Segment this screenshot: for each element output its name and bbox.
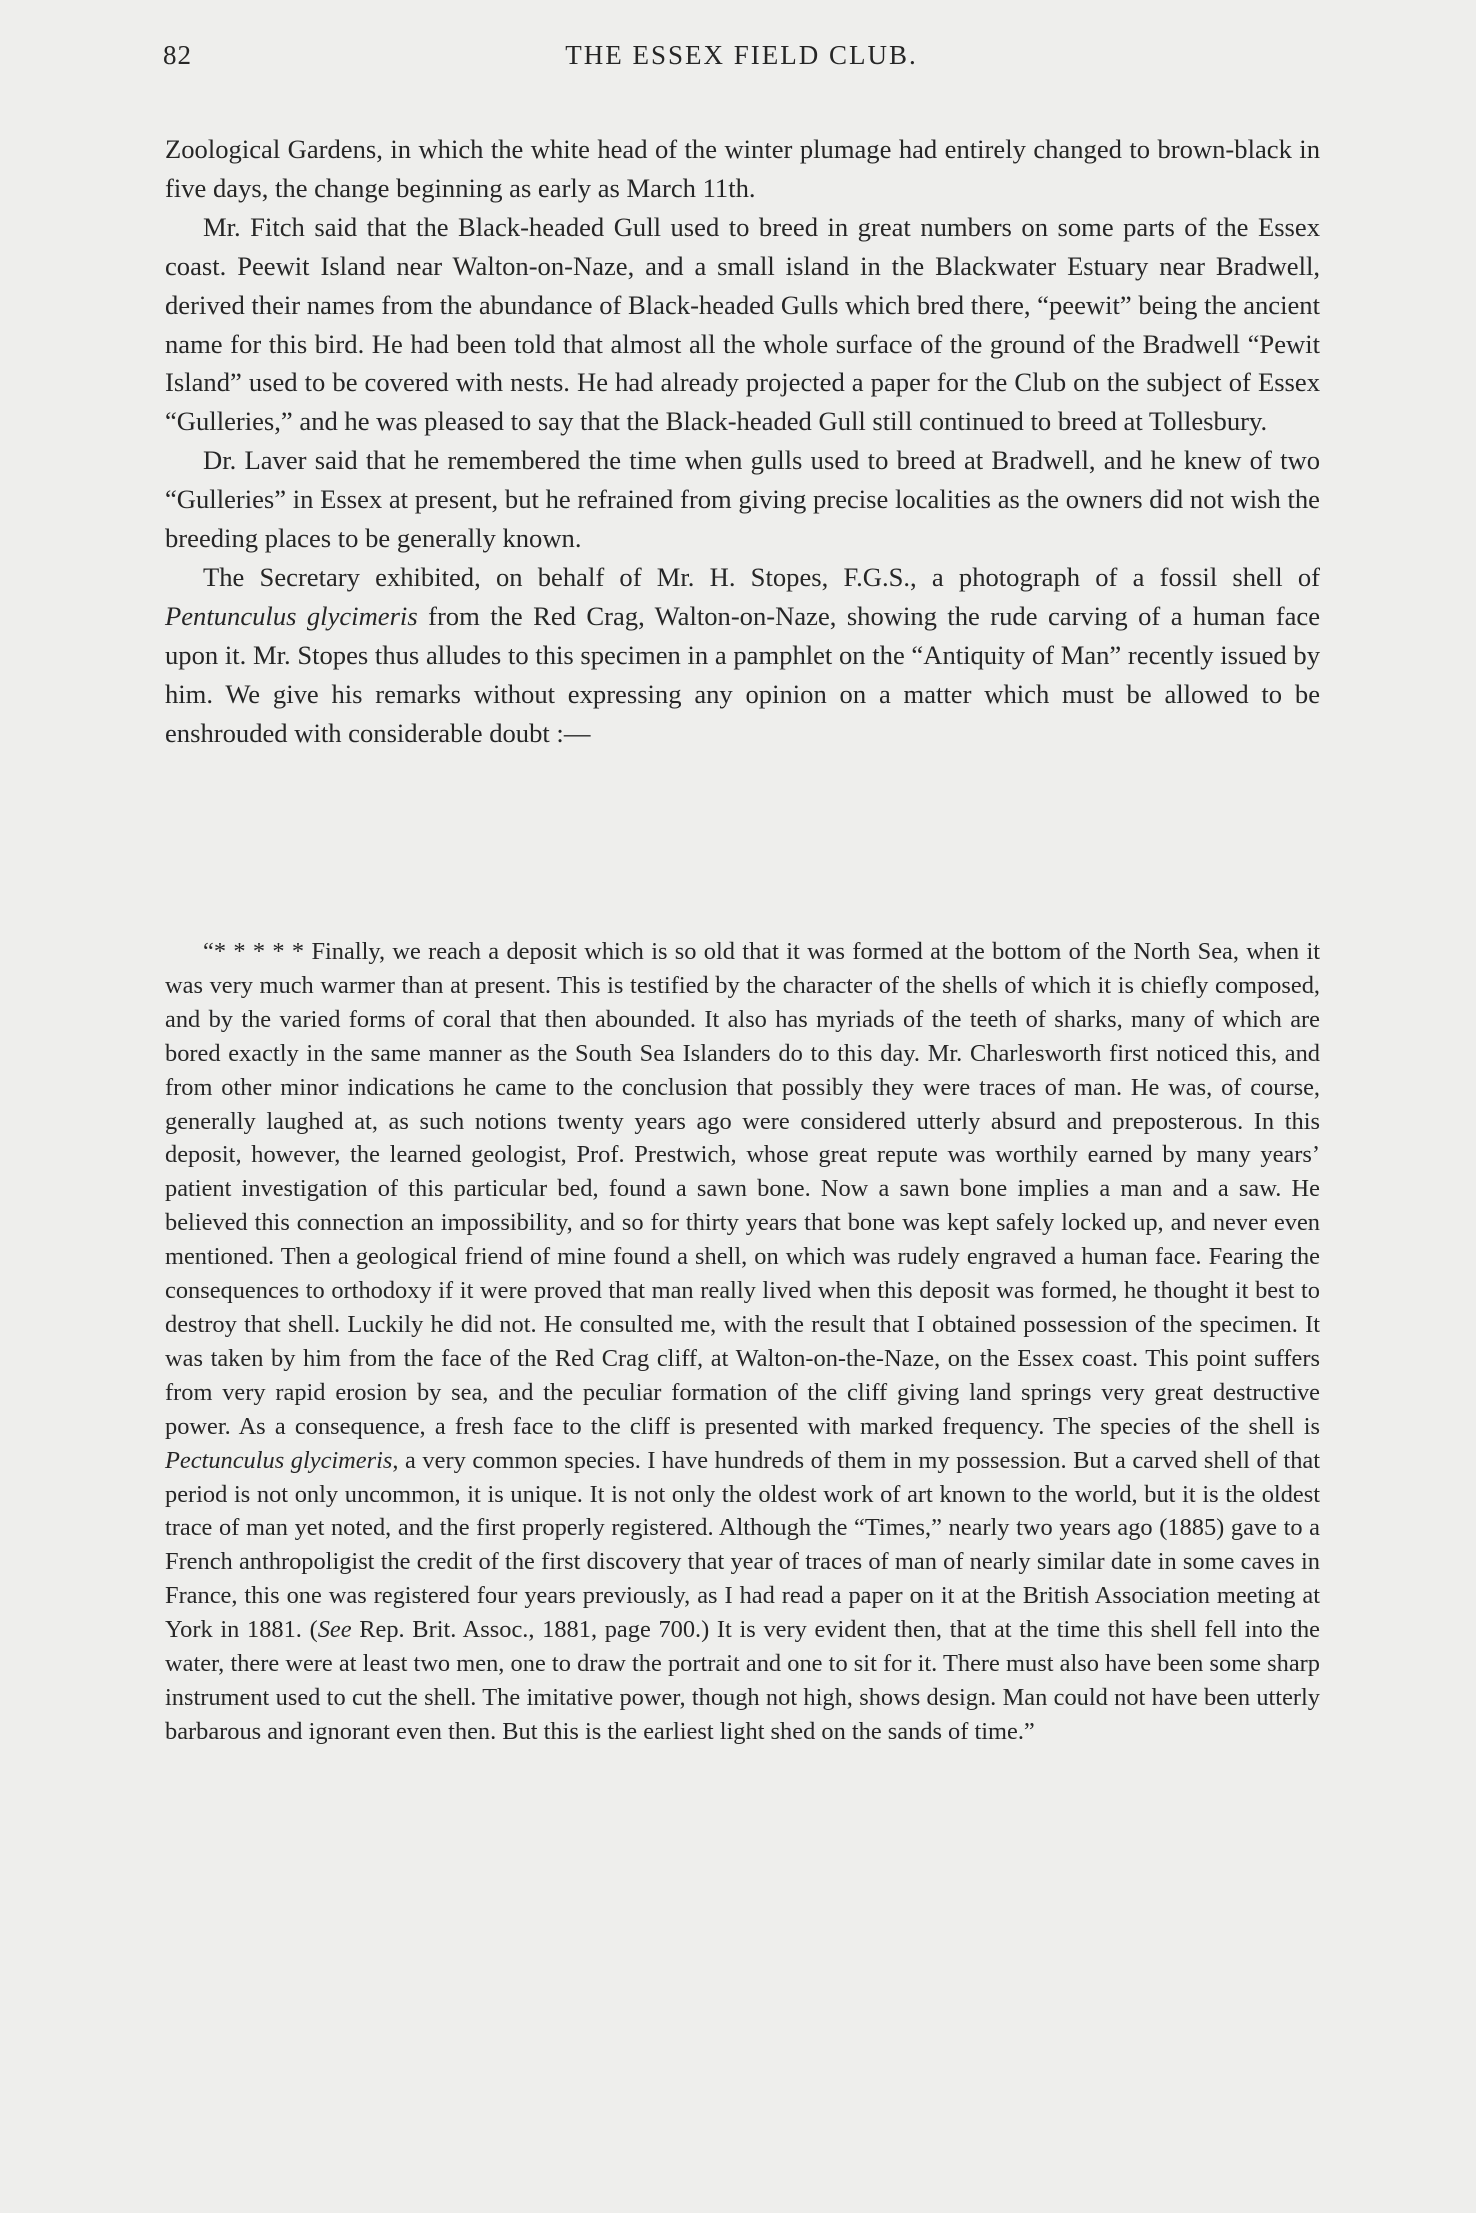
- paragraph-secretary-exhibited: [165, 558, 1320, 753]
- species-name-pentunculus: Pentunculus glycimeris: [165, 600, 418, 631]
- see-reference: See: [317, 1616, 352, 1644]
- body-text: [165, 130, 1320, 753]
- quote-part-3: Rep. Brit. Assoc., 1881, page 700.) It is very evident then, that at the time this shell fell into the water, there were at least two men, one to draw the portrait and one to sit for it. There must also have been some sharp instrument used to cut the shell. The imitative power, though not high, shows design. Man could not have been utterly barbarous and ignorant even then. But this is the earliest light shed on the sands of time.”: [165, 1616, 1321, 1745]
- secretary-text-after: from the Red Crag, Walton-on-Naze, showing the rude carving of a human face upon it. Mr. Stopes thus alludes to this specimen in a pamphlet on the “Antiquity of Man” recently issued by him. We give his remarks without expressing any opinion on a matter which must be allowed to be enshrouded with considerable doubt :—: [165, 600, 1321, 748]
- paragraph-dr-laver: Dr. Laver said that he remembered the time when gulls used to breed at Bradwell, and he knew of two “Gulleries” in Essex at present, but he refrained from giving precise localities as the owners did not wish the breeding places to be generally known.: [165, 445, 1320, 554]
- paragraph-zoological-gardens: Zoological Gardens, in which the white head of the winter plumage had entirely changed to brown-black in five days, the change beginning as early as March 11th.: [165, 134, 1320, 203]
- quote-part-2: , a very common species. I have hundreds of them in my possession. But a carved shell of that period is not only uncommon, it is unique. It is not only the oldest work of art known to the world, but it is the oldest trace of man yet noted, and the first properly registered. Although the “Times,” nearly two years ago (1885) gave to a French anthropoligist the credit of the first discovery that year of traces of man of nearly similar date in some caves in France, this one was registered four years previously, as I had read a paper on it at the British Association meeting at York in 1881. (: [165, 1446, 1320, 1644]
- quote-paragraph: [165, 935, 1320, 1749]
- paragraph-mr-fitch: Mr. Fitch said that the Black-headed Gull used to breed in great numbers on some parts of the Essex coast. Peewit Island near Walton-on-Naze, and a small island in the Blackwater Estuary near Bradwell, derived their names from the abundance of Black-headed Gulls which bred there, “peewit” being the ancient name for this bird. He had been told that almost all the whole surface of the ground of the Bradwell “Pewit Island” used to be covered with nests. He had already projected a paper for the Club on the subject of Essex “Gulleries,” and he was pleased to say that the Black-headed Gull still continued to breed at Tollesbury.: [165, 211, 1320, 437]
- secretary-text-before: The Secretary exhibited, on behalf of Mr. H. Stopes, F.G.S., a photograph of a fossil shell of: [203, 561, 1320, 592]
- quote-part-1: “* * * * * Finally, we reach a deposit which is so old that it was formed at the bottom of the North Sea, when it was very much warmer than at present. This is testified by the character of the shells of which it is chiefly composed, and by the varied forms of coral that then abounded. It also has myriads of the teeth of sharks, many of which are bored exactly in the same manner as the South Sea Islanders do to this day. Mr. Charlesworth first noticed this, and from other minor indications he came to the conclusion that possibly they were traces of man. He was, of course, generally laughed at, as such notions twenty years ago were considered utterly absurd and preposterous. In this deposit, however, the learned geologist, Prof. Prestwich, whose great repute was worthily earned by many years’ patient investigation of this particular bed, found a sawn bone. Now a sawn bone implies a man and a saw. He believed this connection an impossibility, and so for thirty years that bone was kept safely locked up, and never even mentioned. Then a geological friend of mine found a shell, on which was rudely engraved a human face. Fearing the consequences to orthodoxy if it were proved that man really lived when this deposit was formed, he thought it best to destroy that shell. Luckily he did not. He consulted me, with the result that I obtained possession of the specimen. It was taken by him from the face of the Red Crag cliff, at Walton-on-the-Naze, on the Essex coast. This point suffers from very rapid erosion by sea, and the peculiar formation of the cliff giving land springs very great destructive power. As a consequence, a fresh face to the cliff is presented with marked frequency. The species of the shell is: [165, 938, 1320, 1440]
- running-title: THE ESSEX FIELD CLUB.: [565, 40, 918, 70]
- species-name-pectunculus: Pectunculus glycimeris: [165, 1446, 393, 1474]
- page-number: 82: [163, 40, 192, 70]
- quoted-passage: [165, 935, 1320, 1749]
- page-header: [163, 40, 1320, 80]
